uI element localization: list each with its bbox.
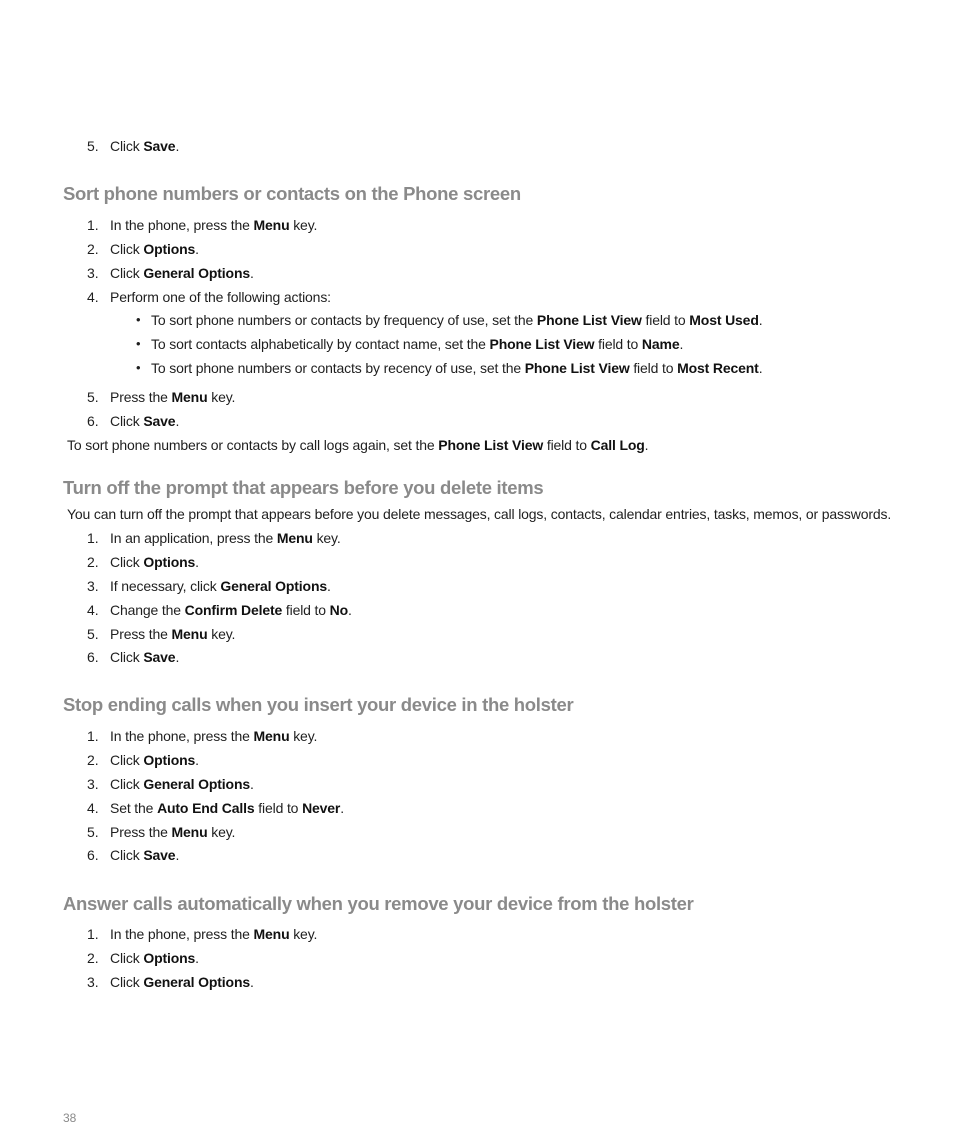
step-text: If necessary, click General Options. — [110, 578, 331, 594]
section-intro: You can turn off the prompt that appears before you delete messages, call logs, contacts, calendar entries, tasks, memos, or passwords. — [67, 506, 892, 522]
step-number: 5. — [87, 824, 99, 840]
step-text: In an application, press the Menu key. — [110, 530, 341, 546]
step-text: Click Save. — [110, 649, 180, 665]
bullet-icon: • — [136, 336, 141, 351]
step-number: 6. — [87, 413, 99, 429]
bullet-item: To sort phone numbers or contacts by frequency of use, set the Phone List View field to Most Used. — [151, 312, 763, 328]
section-heading: Answer calls automatically when you remove your device from the holster — [63, 893, 694, 914]
bullet-icon: • — [136, 312, 141, 327]
page-number: 38 — [63, 1111, 77, 1125]
step-text: Click Options. — [110, 554, 199, 570]
step-number: 1. — [87, 530, 99, 546]
step-number: 2. — [87, 752, 99, 768]
step-text: Press the Menu key. — [110, 824, 236, 840]
bullet-icon: • — [136, 360, 141, 375]
step-text: Click Save. — [110, 138, 180, 154]
step-text: In the phone, press the Menu key. — [110, 728, 318, 744]
step-text: Click Options. — [110, 950, 199, 966]
step-number: 5. — [87, 389, 99, 405]
step-number: 4. — [87, 602, 99, 618]
step-number: 3. — [87, 578, 99, 594]
section-heading: Sort phone numbers or contacts on the Phone screen — [63, 183, 521, 204]
step-text: Press the Menu key. — [110, 626, 236, 642]
step-number: 3. — [87, 776, 99, 792]
step-number: 5. — [87, 626, 99, 642]
step-text: Set the Auto End Calls field to Never. — [110, 800, 344, 816]
step-number: 2. — [87, 554, 99, 570]
bullet-item: To sort phone numbers or contacts by recency of use, set the Phone List View field to Most Recent. — [151, 360, 763, 376]
step-number: 6. — [87, 649, 99, 665]
step-number: 4. — [87, 800, 99, 816]
step-number: 5. — [87, 138, 99, 154]
step-number: 2. — [87, 950, 99, 966]
step-text: Perform one of the following actions: — [110, 289, 331, 305]
step-text: Click Options. — [110, 752, 199, 768]
step-text: In the phone, press the Menu key. — [110, 217, 318, 233]
step-text: Click General Options. — [110, 776, 254, 792]
step-number: 4. — [87, 289, 99, 305]
step-number: 2. — [87, 241, 99, 257]
bullet-item: To sort contacts alphabetically by contact name, set the Phone List View field to Name. — [151, 336, 684, 352]
step-text: Press the Menu key. — [110, 389, 236, 405]
step-text: Change the Confirm Delete field to No. — [110, 602, 352, 618]
section-heading: Turn off the prompt that appears before you delete items — [63, 477, 544, 498]
step-number: 3. — [87, 265, 99, 281]
step-number: 1. — [87, 926, 99, 942]
step-text: In the phone, press the Menu key. — [110, 926, 318, 942]
note-text: To sort phone numbers or contacts by call logs again, set the Phone List View field to Call Log. — [67, 437, 649, 453]
step-text: Click Save. — [110, 847, 180, 863]
step-text: Click Options. — [110, 241, 199, 257]
section-heading: Stop ending calls when you insert your device in the holster — [63, 694, 574, 715]
step-number: 1. — [87, 728, 99, 744]
step-number: 6. — [87, 847, 99, 863]
step-number: 1. — [87, 217, 99, 233]
step-text: Click Save. — [110, 413, 180, 429]
step-number: 3. — [87, 974, 99, 990]
step-text: Click General Options. — [110, 265, 254, 281]
step-text: Click General Options. — [110, 974, 254, 990]
